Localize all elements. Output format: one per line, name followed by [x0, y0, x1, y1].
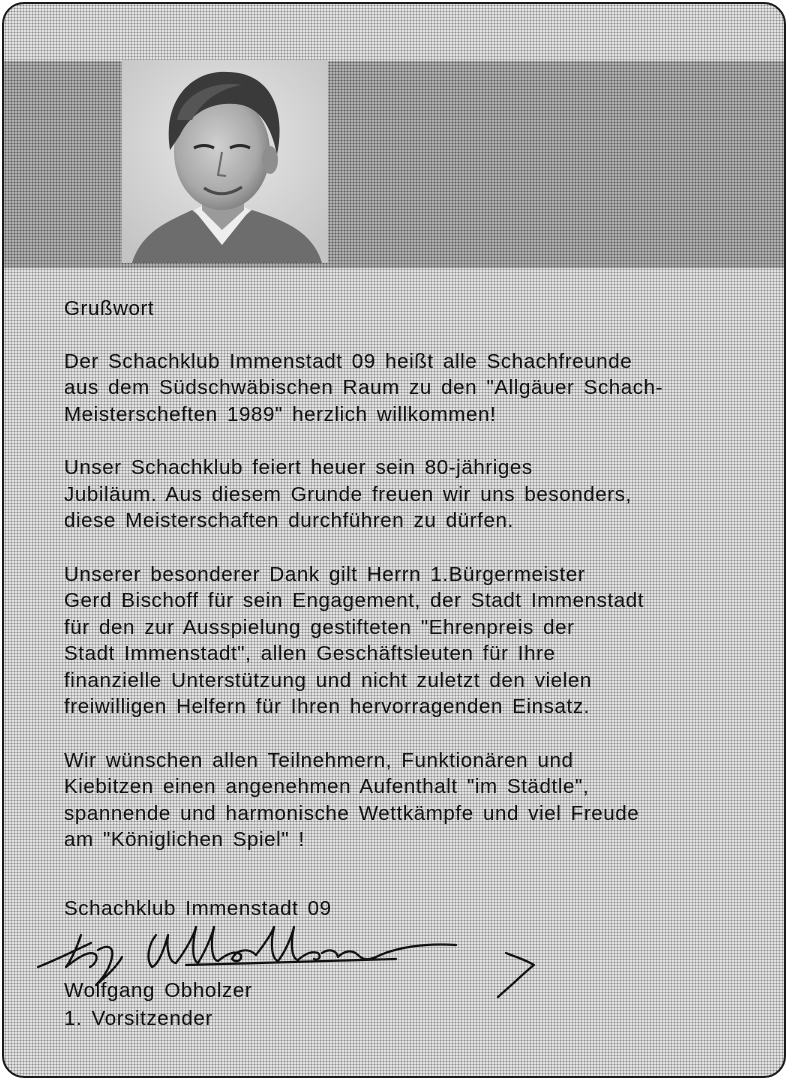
- text-line: Kiebitzen einen angenehmen Aufenthalt "im Städtle",: [64, 775, 590, 798]
- signer-title: 1. Vorsitzender: [64, 1007, 213, 1030]
- text-line: Jubiläum. Aus diesem Grunde freuen wir uns besonders,: [64, 482, 632, 506]
- text-line: Der Schachklub Immenstadt 09 heißt alle Schachfreunde: [64, 349, 633, 373]
- text-line: spannende und harmonische Wettkämpfe und viel Freude: [64, 801, 640, 825]
- text-line: für den zur Ausspielung gestifteten "Ehrenpreis der: [64, 615, 575, 639]
- club-name: Schachklub Immenstadt 09: [64, 897, 332, 920]
- text-line: Stadt Immenstadt", allen Geschäftsleuten für Ihre: [64, 642, 556, 665]
- text-line: freiwilligen Helfern für Ihren hervorragenden Einsatz.: [64, 695, 590, 718]
- text-line: am "Königlichen Spiel" !: [64, 828, 305, 851]
- text-line: Unserer besonderer Dank gilt Herrn 1.Bürgermeister: [64, 562, 586, 586]
- signer-name: Wolfgang Obholzer: [64, 979, 253, 1002]
- text-line: Unser Schachklub feiert heuer sein 80-jähriges: [64, 456, 533, 479]
- paragraph-anniversary: [64, 455, 754, 535]
- paragraph-thanks: [64, 562, 754, 721]
- text-line: Wir wünschen allen Teilnehmern, Funktionären und: [64, 748, 574, 772]
- greeting-heading: Grußwort: [64, 297, 155, 320]
- text-line: diese Meisterschaften durchführen zu dürfen.: [64, 509, 514, 532]
- paragraph-welcome: [64, 349, 754, 429]
- signer-block: [64, 977, 252, 1033]
- text-line: finanzielle Unterstützung und nicht zuletzt den vielen: [64, 668, 592, 692]
- text-line: Gerd Bischoff für sein Engagement, der Stadt Immenstadt: [64, 589, 645, 612]
- header-band: [4, 61, 784, 268]
- text-line: aus dem Südschwäbischen Raum zu den "Allgäuer Schach-: [64, 376, 664, 399]
- letter-body: [64, 296, 754, 881]
- paragraph-wishes: [64, 748, 754, 854]
- portrait-photo: [122, 60, 328, 263]
- text-line: Meisterscheften 1989" herzlich willkommen!: [64, 402, 497, 426]
